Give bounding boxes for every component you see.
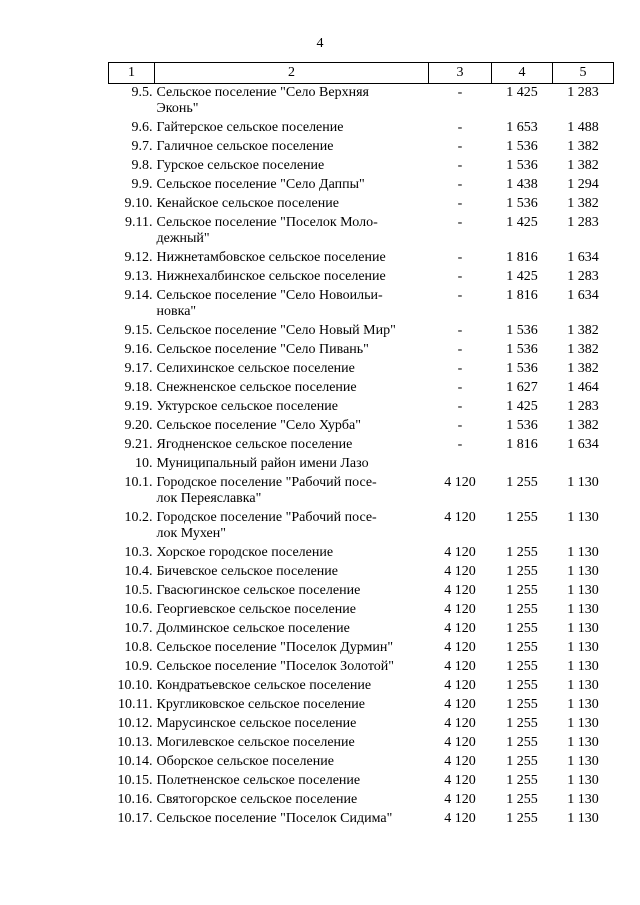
settlement-name: Муниципальный район имени Лазо <box>156 456 369 471</box>
settlement-name: Городское поселение "Рабочий посе- лок Мухен" <box>156 510 377 541</box>
value-col-4: 1 255 <box>506 602 538 617</box>
value-col-4: 1 536 <box>506 323 538 338</box>
value-col-5: 1 283 <box>567 215 599 230</box>
table-row <box>109 195 614 214</box>
row-number: 9.14. <box>124 288 153 303</box>
value-col-3: - <box>457 399 463 414</box>
value-col-3 <box>429 455 492 474</box>
value-col-3: - <box>457 120 463 135</box>
settlement-name: Снежненское сельское поселение <box>156 380 357 395</box>
table-row <box>109 601 614 620</box>
table-row <box>109 715 614 734</box>
value-col-4: 1 255 <box>506 640 538 655</box>
table-row <box>109 677 614 696</box>
table-row <box>109 249 614 268</box>
value-col-5: 1 488 <box>567 120 599 135</box>
row-number: 9.21. <box>124 437 153 452</box>
value-col-3: - <box>457 215 463 230</box>
row-number: 9.16. <box>124 342 153 357</box>
table-row <box>109 119 614 138</box>
value-col-5: 1 130 <box>567 792 599 807</box>
settlement-name: Оборское сельское поселение <box>156 754 334 769</box>
value-col-3: - <box>457 177 463 192</box>
row-number: 10.12. <box>117 716 153 731</box>
value-col-5: 1 283 <box>567 399 599 414</box>
table-row <box>109 639 614 658</box>
value-col-3: 4 120 <box>444 510 476 525</box>
row-number: 9.19. <box>124 399 153 414</box>
value-col-4: 1 255 <box>506 792 538 807</box>
settlement-name: Сельское поселение "Поселок Сидима" <box>156 811 393 826</box>
value-col-4: 1 536 <box>506 196 538 211</box>
settlement-name: Гайтерское сельское поселение <box>156 120 344 135</box>
row-number: 10.13. <box>117 735 153 750</box>
row-number: 9.12. <box>124 250 153 265</box>
header-row <box>109 63 614 84</box>
value-col-4: 1 255 <box>506 564 538 579</box>
value-col-5: 1 130 <box>567 475 599 490</box>
value-col-3: 4 120 <box>444 545 476 560</box>
table-row <box>109 157 614 176</box>
value-col-4: 1 255 <box>506 697 538 712</box>
value-col-5: 1 382 <box>567 323 599 338</box>
value-col-5: 1 130 <box>567 735 599 750</box>
table-row <box>109 287 614 322</box>
value-col-4: 1 255 <box>506 621 538 636</box>
settlement-name: Сельское поселение "Село Хурба" <box>156 418 361 433</box>
settlement-name: Городское поселение "Рабочий посе- лок Переяславка" <box>156 475 377 506</box>
value-col-4: 1 816 <box>506 250 538 265</box>
settlement-name: Кругликовское сельское поселение <box>156 697 365 712</box>
value-col-5: 1 382 <box>567 361 599 376</box>
value-col-4: 1 255 <box>506 583 538 598</box>
table-row <box>109 436 614 455</box>
value-col-5: 1 130 <box>567 754 599 769</box>
settlement-name: Хорское городское поселение <box>156 545 334 560</box>
settlement-name: Бичевское сельское поселение <box>156 564 339 579</box>
table-row <box>109 138 614 157</box>
value-col-3: - <box>457 323 463 338</box>
row-number: 10.17. <box>117 811 153 826</box>
value-col-3: 4 120 <box>444 475 476 490</box>
page-number: 4 <box>316 36 324 51</box>
value-col-5: 1 130 <box>567 697 599 712</box>
row-number: 9.20. <box>124 418 153 433</box>
row-number: 10.14. <box>117 754 153 769</box>
settlement-name: Долминское сельское поселение <box>156 621 350 636</box>
table-row <box>109 398 614 417</box>
settlement-name: Кондратьевское сельское поселение <box>156 678 372 693</box>
settlement-name: Ягодненское сельское поселение <box>156 437 353 452</box>
table-row <box>109 176 614 195</box>
value-col-5 <box>553 455 614 474</box>
value-col-4: 1 425 <box>506 215 538 230</box>
table-row <box>109 772 614 791</box>
settlement-name: Сельское поселение "Село Пивань" <box>156 342 369 357</box>
value-col-3: 4 120 <box>444 754 476 769</box>
table-row <box>109 379 614 398</box>
settlement-name: Святогорское сельское поселение <box>156 792 358 807</box>
value-col-5: 1 382 <box>567 158 599 173</box>
value-col-5: 1 634 <box>567 250 599 265</box>
value-col-4: 1 438 <box>506 177 538 192</box>
table-row <box>109 658 614 677</box>
value-col-4: 1 255 <box>506 773 538 788</box>
row-number: 10.11. <box>118 697 153 712</box>
table-row <box>109 620 614 639</box>
value-col-3: - <box>457 196 463 211</box>
value-col-4: 1 653 <box>506 120 538 135</box>
value-col-5: 1 130 <box>567 564 599 579</box>
settlements-table <box>108 62 614 829</box>
value-col-5: 1 283 <box>567 85 599 100</box>
value-col-4: 1 425 <box>506 399 538 414</box>
value-col-3: - <box>457 250 463 265</box>
row-number: 10.4. <box>124 564 153 579</box>
header-col-1: 1 <box>109 63 155 84</box>
value-col-4: 1 255 <box>506 716 538 731</box>
table-row <box>109 791 614 810</box>
value-col-5: 1 130 <box>567 659 599 674</box>
value-col-5: 1 634 <box>567 437 599 452</box>
value-col-3: 4 120 <box>444 735 476 750</box>
row-number: 9.6. <box>131 120 153 135</box>
value-col-4: 1 816 <box>506 288 538 303</box>
value-col-3: - <box>457 269 463 284</box>
value-col-5: 1 130 <box>567 811 599 826</box>
row-number: 10.9. <box>124 659 153 674</box>
row-number: 10.10. <box>117 678 153 693</box>
value-col-4 <box>492 455 553 474</box>
table-row <box>109 341 614 360</box>
value-col-5: 1 382 <box>567 139 599 154</box>
value-col-4: 1 425 <box>506 85 538 100</box>
value-col-3: - <box>457 361 463 376</box>
header-col-5: 5 <box>553 63 614 84</box>
value-col-3: 4 120 <box>444 621 476 636</box>
settlement-name: Селихинское сельское поселение <box>156 361 355 376</box>
table-row <box>109 753 614 772</box>
table-row <box>109 84 614 120</box>
settlement-name: Гвасюгинское сельское поселение <box>156 583 361 598</box>
value-col-5: 1 634 <box>567 288 599 303</box>
table-row <box>109 268 614 287</box>
table-row <box>109 360 614 379</box>
table-row <box>109 734 614 753</box>
row-number: 10.15. <box>117 773 153 788</box>
settlement-name: Сельское поселение "Поселок Золотой" <box>156 659 394 674</box>
value-col-5: 1 283 <box>567 269 599 284</box>
value-col-5: 1 382 <box>567 196 599 211</box>
settlement-name: Сельское поселение "Поселок Дурмин" <box>156 640 394 655</box>
settlement-name: Марусинское сельское поселение <box>156 716 357 731</box>
settlement-name: Сельское поселение "Поселок Моло- дежный" <box>156 215 378 246</box>
table-row <box>109 810 614 829</box>
value-col-4: 1 536 <box>506 158 538 173</box>
value-col-3: - <box>457 139 463 154</box>
value-col-3: - <box>457 380 463 395</box>
value-col-3: - <box>457 288 463 303</box>
value-col-4: 1 255 <box>506 510 538 525</box>
settlement-name: Сельское поселение "Село Новый Мир" <box>156 323 396 338</box>
row-number: 9.5. <box>131 85 153 100</box>
row-number: 9.17. <box>124 361 153 376</box>
row-number: 9.8. <box>131 158 153 173</box>
row-number: 9.7. <box>131 139 153 154</box>
value-col-5: 1 130 <box>567 716 599 731</box>
value-col-3: 4 120 <box>444 792 476 807</box>
value-col-3: - <box>457 437 463 452</box>
value-col-4: 1 255 <box>506 545 538 560</box>
value-col-4: 1 425 <box>506 269 538 284</box>
value-col-3: - <box>457 418 463 433</box>
value-col-4: 1 255 <box>506 475 538 490</box>
row-number: 10.7. <box>124 621 153 636</box>
row-number: 9.11. <box>125 215 153 230</box>
table-row <box>109 582 614 601</box>
value-col-4: 1 627 <box>506 380 538 395</box>
settlement-name: Гурское сельское поселение <box>156 158 325 173</box>
value-col-4: 1 255 <box>506 754 538 769</box>
value-col-3: 4 120 <box>444 716 476 731</box>
row-number: 9.10. <box>124 196 153 211</box>
header-col-2: 2 <box>155 63 429 84</box>
value-col-5: 1 130 <box>567 510 599 525</box>
row-number: 10.16. <box>117 792 153 807</box>
row-number: 9.9. <box>131 177 153 192</box>
value-col-5: 1 130 <box>567 678 599 693</box>
value-col-3: - <box>457 342 463 357</box>
table-row <box>109 455 614 474</box>
table-row <box>109 214 614 249</box>
settlement-name: Нижнетамбовское сельское поселение <box>156 250 386 265</box>
value-col-3: 4 120 <box>444 640 476 655</box>
settlement-name: Георгиевское сельское поселение <box>156 602 356 617</box>
row-number: 10.5. <box>124 583 153 598</box>
value-col-4: 1 255 <box>506 678 538 693</box>
row-number: 10.8. <box>124 640 153 655</box>
value-col-5: 1 294 <box>567 177 599 192</box>
value-col-3: 4 120 <box>444 773 476 788</box>
value-col-5: 1 464 <box>567 380 599 395</box>
table-body <box>109 84 614 830</box>
value-col-5: 1 130 <box>567 545 599 560</box>
value-col-5: 1 382 <box>567 418 599 433</box>
table-row <box>109 544 614 563</box>
value-col-3: - <box>457 85 463 100</box>
value-col-4: 1 536 <box>506 361 538 376</box>
value-col-4: 1 536 <box>506 418 538 433</box>
settlement-name: Нижнехалбинское сельское поселение <box>156 269 386 284</box>
value-col-3: - <box>457 158 463 173</box>
settlement-name: Сельское поселение "Село Верхняя Эконь" <box>156 85 369 116</box>
row-number: 10.2. <box>124 510 153 525</box>
value-col-4: 1 536 <box>506 342 538 357</box>
settlement-name: Полетненское сельское поселение <box>156 773 361 788</box>
value-col-4: 1 255 <box>506 811 538 826</box>
settlement-name: Уктурское сельское поселение <box>156 399 338 414</box>
table-row <box>109 322 614 341</box>
value-col-5: 1 130 <box>567 640 599 655</box>
table-row <box>109 417 614 436</box>
row-number: 10.6. <box>124 602 153 617</box>
value-col-5: 1 382 <box>567 342 599 357</box>
settlement-name: Галичное сельское поселение <box>156 139 334 154</box>
value-col-5: 1 130 <box>567 583 599 598</box>
settlement-name: Могилевское сельское поселение <box>156 735 355 750</box>
header-col-3: 3 <box>429 63 492 84</box>
value-col-5: 1 130 <box>567 621 599 636</box>
value-col-3: 4 120 <box>444 583 476 598</box>
settlement-name: Кенайское сельское поселение <box>156 196 339 211</box>
table-row <box>109 696 614 715</box>
value-col-4: 1 255 <box>506 659 538 674</box>
value-col-5: 1 130 <box>567 773 599 788</box>
row-number: 10.1. <box>124 475 153 490</box>
value-col-4: 1 536 <box>506 139 538 154</box>
settlement-name: Сельское поселение "Село Даппы" <box>156 177 365 192</box>
value-col-3: 4 120 <box>444 697 476 712</box>
row-number: 10. <box>135 456 153 471</box>
value-col-3: 4 120 <box>444 678 476 693</box>
value-col-3: 4 120 <box>444 659 476 674</box>
value-col-4: 1 255 <box>506 735 538 750</box>
value-col-5: 1 130 <box>567 602 599 617</box>
value-col-4: 1 816 <box>506 437 538 452</box>
value-col-3: 4 120 <box>444 602 476 617</box>
header-col-4: 4 <box>492 63 553 84</box>
value-col-3: 4 120 <box>444 564 476 579</box>
table-row <box>109 509 614 544</box>
settlement-name: Сельское поселение "Село Новоильи- новка" <box>156 288 383 319</box>
value-col-3: 4 120 <box>444 811 476 826</box>
table-row <box>109 474 614 509</box>
table-row <box>109 563 614 582</box>
row-number: 9.18. <box>124 380 153 395</box>
row-number: 9.13. <box>124 269 153 284</box>
row-number: 9.15. <box>124 323 153 338</box>
row-number: 10.3. <box>124 545 153 560</box>
